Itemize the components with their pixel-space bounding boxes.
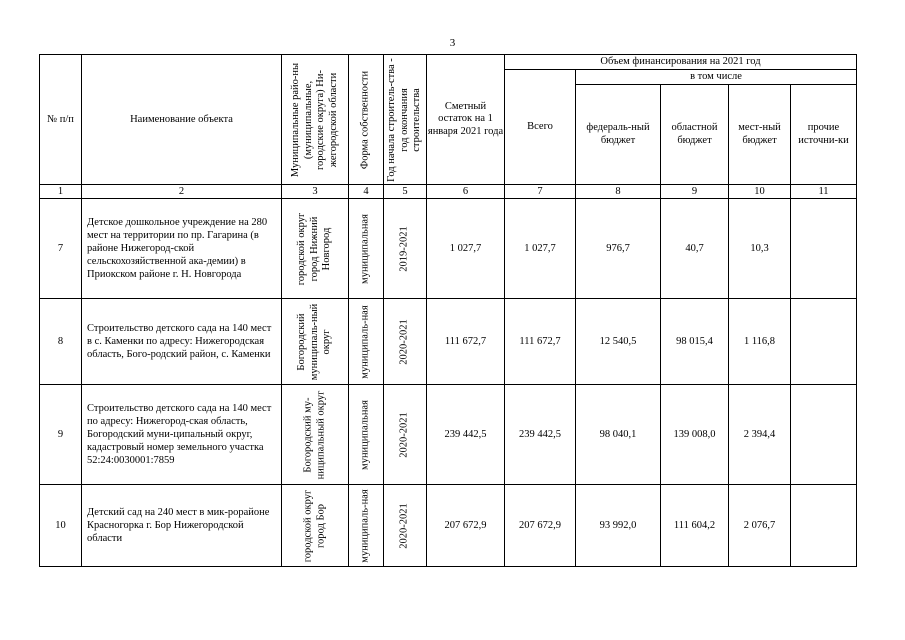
column-number: 6 bbox=[427, 185, 505, 199]
row-total: 207 672,9 bbox=[505, 485, 576, 567]
header-ownership-text: Форма собственности bbox=[359, 70, 371, 169]
table-row bbox=[40, 385, 857, 485]
row-years-text: 2020-2021 bbox=[398, 318, 410, 365]
column-number: 11 bbox=[791, 185, 857, 199]
row-district bbox=[282, 385, 349, 485]
header-local: мест-ный бюджет bbox=[729, 85, 791, 185]
row-num: 7 bbox=[40, 199, 82, 299]
table-row bbox=[40, 485, 857, 567]
row-years bbox=[384, 485, 427, 567]
row-years bbox=[384, 299, 427, 385]
row-district-text: Богородский му-ниципальный округ bbox=[302, 390, 326, 480]
column-number: 1 bbox=[40, 185, 82, 199]
row-federal: 93 992,0 bbox=[576, 485, 661, 567]
row-ownership bbox=[349, 299, 384, 385]
header-ownership bbox=[349, 55, 384, 185]
header-name: Наименование объекта bbox=[82, 55, 282, 185]
row-balance: 239 442,5 bbox=[427, 385, 505, 485]
header-federal: федераль-ный бюджет bbox=[576, 85, 661, 185]
row-other bbox=[791, 485, 857, 567]
header-years-text: Год начала строитель-ства - год окончания строительства bbox=[386, 57, 423, 182]
header-num: № п/п bbox=[40, 55, 82, 185]
row-object-name: Строительство детского сада на 140 мест по адресу: Нижегород-ская область, Богородский муни-ципальный округ, кадастровый номер земельного участка 52:24:0030001:7859 bbox=[82, 385, 282, 485]
row-district bbox=[282, 299, 349, 385]
row-local: 10,3 bbox=[729, 199, 791, 299]
row-years-text: 2019-2021 bbox=[398, 225, 410, 272]
row-other bbox=[791, 299, 857, 385]
row-local: 2 076,7 bbox=[729, 485, 791, 567]
column-number: 8 bbox=[576, 185, 661, 199]
column-number: 5 bbox=[384, 185, 427, 199]
column-number: 4 bbox=[349, 185, 384, 199]
row-district-text: городской округ город Бор bbox=[302, 489, 326, 562]
row-object-name: Детское дошкольное учреждение на 280 мест на территории по пр. Гагарина (в районе Нижегород-ской сельскохозяйственной ака-демии) в Приокском районе г. Н. Новгорода bbox=[82, 199, 282, 299]
row-ownership-text: муниципальная bbox=[359, 213, 371, 284]
row-total: 1 027,7 bbox=[505, 199, 576, 299]
header-district-text: Муниципальные райо-ны (муниципальные, городские округа) Ни-жегородской области bbox=[289, 62, 339, 177]
row-regional: 139 008,0 bbox=[661, 385, 729, 485]
row-district-text: городской округ город Нижний Новгород bbox=[296, 212, 333, 285]
row-balance: 1 027,7 bbox=[427, 199, 505, 299]
row-balance: 207 672,9 bbox=[427, 485, 505, 567]
column-number: 2 bbox=[82, 185, 282, 199]
page-number: 3 bbox=[449, 37, 456, 49]
row-regional: 98 015,4 bbox=[661, 299, 729, 385]
column-number-row bbox=[40, 185, 857, 199]
row-regional: 111 604,2 bbox=[661, 485, 729, 567]
row-object-name: Детский сад на 240 мест в мик-рорайоне Красногорка г. Бор Нижегородской области bbox=[82, 485, 282, 567]
row-total: 111 672,7 bbox=[505, 299, 576, 385]
row-other bbox=[791, 385, 857, 485]
row-district bbox=[282, 199, 349, 299]
header-total: Всего bbox=[505, 70, 576, 185]
header-regional: областной бюджет bbox=[661, 85, 729, 185]
column-number: 9 bbox=[661, 185, 729, 199]
row-district bbox=[282, 485, 349, 567]
row-years bbox=[384, 385, 427, 485]
header-other: прочие источни-ки bbox=[791, 85, 857, 185]
row-years bbox=[384, 199, 427, 299]
row-total: 239 442,5 bbox=[505, 385, 576, 485]
row-years-text: 2020-2021 bbox=[398, 502, 410, 549]
row-ownership bbox=[349, 199, 384, 299]
column-number: 3 bbox=[282, 185, 349, 199]
column-number: 7 bbox=[505, 185, 576, 199]
row-ownership-text: муниципальная bbox=[359, 399, 371, 470]
row-local: 2 394,4 bbox=[729, 385, 791, 485]
row-district-text: Богородский муниципаль-ный округ bbox=[296, 303, 333, 380]
row-num: 8 bbox=[40, 299, 82, 385]
header-including: в том числе bbox=[576, 70, 857, 85]
header-funding-group: Объем финансирования на 2021 год bbox=[505, 55, 857, 70]
row-ownership-text: муниципаль-ная bbox=[359, 488, 371, 563]
table-row bbox=[40, 299, 857, 385]
financing-table bbox=[39, 54, 857, 567]
row-ownership bbox=[349, 385, 384, 485]
row-local: 1 116,8 bbox=[729, 299, 791, 385]
row-object-name: Строительство детского сада на 140 мест в с. Каменки по адресу: Нижегородская область, Бого-родский район, с. Каменки bbox=[82, 299, 282, 385]
header-balance: Сметный остаток на 1 января 2021 года bbox=[427, 55, 505, 185]
row-federal: 98 040,1 bbox=[576, 385, 661, 485]
row-regional: 40,7 bbox=[661, 199, 729, 299]
row-num: 9 bbox=[40, 385, 82, 485]
row-ownership bbox=[349, 485, 384, 567]
row-years-text: 2020-2021 bbox=[398, 411, 410, 458]
table-row bbox=[40, 199, 857, 299]
row-federal: 12 540,5 bbox=[576, 299, 661, 385]
row-ownership-text: муниципаль-ная bbox=[359, 304, 371, 379]
column-number: 10 bbox=[729, 185, 791, 199]
row-balance: 111 672,7 bbox=[427, 299, 505, 385]
row-other bbox=[791, 199, 857, 299]
header-district bbox=[282, 55, 349, 185]
row-num: 10 bbox=[40, 485, 82, 567]
header-years bbox=[384, 55, 427, 185]
row-federal: 976,7 bbox=[576, 199, 661, 299]
